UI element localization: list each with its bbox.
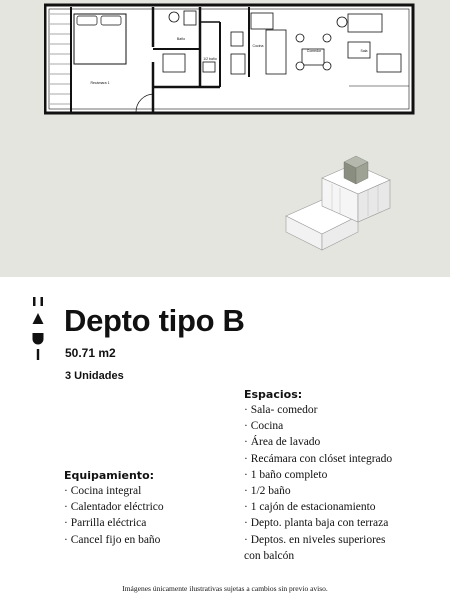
room-label-bedroom: Recámara 1 xyxy=(90,81,110,85)
equipamiento-list xyxy=(64,483,234,548)
room-label-half-bath: 1/2 baño xyxy=(203,57,217,61)
espacios-section xyxy=(244,388,444,564)
list-item: · Cancel fijo en baño xyxy=(64,533,161,546)
list-item: · Área de lavado xyxy=(244,436,321,449)
isometric-building-diagram xyxy=(282,154,394,254)
list-item: · Depto. planta baja con terraza xyxy=(244,517,389,530)
list-item: · Cocina integral xyxy=(64,485,142,497)
floor-plan xyxy=(44,2,415,120)
list-item: · 1/2 baño xyxy=(244,484,291,497)
floorplan-panel xyxy=(0,0,450,277)
units-count: 3 Unidades xyxy=(65,370,124,382)
list-item: · 1 cajón de estacionamiento xyxy=(244,501,376,514)
page-title: Depto tipo B xyxy=(64,303,245,338)
list-item: · 1 baño completo xyxy=(244,468,328,481)
area-value: 50.71 m2 xyxy=(65,346,116,360)
list-item: · Sala- comedor xyxy=(244,404,318,416)
espacios-heading: Espacios: xyxy=(244,388,303,401)
list-item: con balcón xyxy=(244,549,295,562)
equipamiento-section xyxy=(64,469,234,548)
list-item: · Deptos. en niveles superiores xyxy=(244,533,386,546)
brand-logo-icon xyxy=(31,297,45,361)
equipamiento-heading: Equipamiento: xyxy=(64,469,155,482)
disclaimer-text: Imágenes únicamente ilustrativas sujetas a cambios sin previo aviso. xyxy=(122,584,328,593)
list-item: · Parrilla eléctrica xyxy=(64,517,147,530)
list-item: · Recámara con clóset integrado xyxy=(244,452,393,465)
room-label-dining: Comedor xyxy=(306,49,322,53)
room-label-kitchen: Cocina xyxy=(252,44,264,48)
room-label-living: Sala xyxy=(360,49,368,53)
room-label-bath: Baño xyxy=(176,37,186,41)
list-item: · Calentador eléctrico xyxy=(64,501,164,514)
espacios-list xyxy=(244,402,444,564)
list-item: · Cocina xyxy=(244,420,284,433)
